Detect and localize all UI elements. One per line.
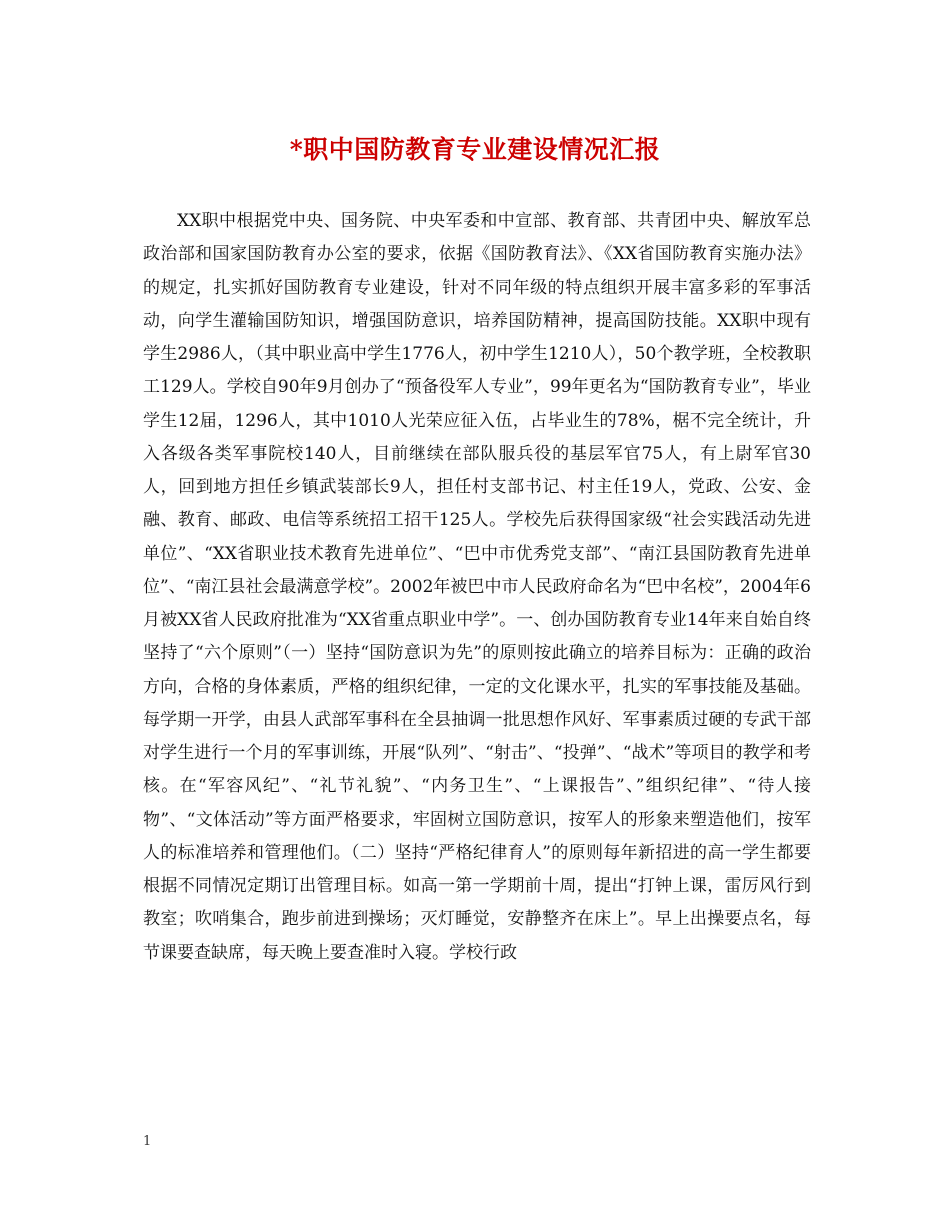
body-paragraph: XX职中根据党中央、国务院、中央军委和中宣部、教育部、共青团中央、解放军总政治部和国家国防教育办公室的要求，依据《国防教育法》、《XX省国防教育实施办法》的规定，扎实抓好国防教育专业建设，针对不同年级的特点组织开展丰富多彩的军事活动，向学生灌输国防知识，增强国防意识，培养国防精神，提高国防技能。XX职中现有学生2986人，（其中职业高中学生1776人，初中学生1210人），50个教学班，全校教职工129人。学校自90年9月创办了“预备役军人专业”，99年更名为“国防教育专业”，毕业学生12届，1296人，其中1010人光荣应征入伍，占毕业生的78%，椐不完全统计，升入各级各类军事院校140人，目前继续在部队服兵役的基层军官75人，有上尉军官30人，回到地方担任乡镇武装部长9人，担任村支部书记、村主任19人，党政、公安、金融、教育、邮政、电信等系统招工招干125人。学校先后获得国家级“社会实践活动先进单位”、“XX省职业技术教育先进单位”、“巴中市优秀党支部”、“南江县国防教育先进单位”、“南江县社会最满意学校”。2002年被巴中市人民政府命名为“巴中名校”，2004年6月被XX省人民政府批准为“XX省重点职业中学”。一、创办国防教育专业14年来自始自终坚持了“六个原则”（一）坚持“国防意识为先”的原则按此确立的培养目标为：正确的政治方向，合格的身体素质，严格的组织纪律，一定的文化课水平，扎实的军事技能及基础。每学期一开学，由县人武部军事科在全县抽调一批思想作风好、军事素质过硬的专武干部对学生进行一个月的军事训练，开展“队列”、“射击”、“投弹”、“战术”等项目的教学和考核。在“军容风纪”、“礼节礼貌”、“内务卫生”、“上课报告”、”组织纪律”、“待人接物”、“文体活动”等方面严格要求，牢固树立国防意识，按军人的形象来塑造他们，按军人的标准培养和管理他们。（二）坚持“严格纪律育人”的原则每年新招进的高一学生都要根据不同情况定期订出管理目标。如高一第一学期前十周，提出“打钟上课，雷厉风行到教室；吹哨集合，跑步前进到操场；灭灯睡觉，安静整齐在床上”。早上出操要点名，每节课要查缺席，每天晚上要查准时入寝。学校行政	[143, 211, 811, 963]
document-title: *职中国防教育专业建设情况汇报	[289, 135, 661, 164]
page-number: 1	[143, 1134, 152, 1149]
